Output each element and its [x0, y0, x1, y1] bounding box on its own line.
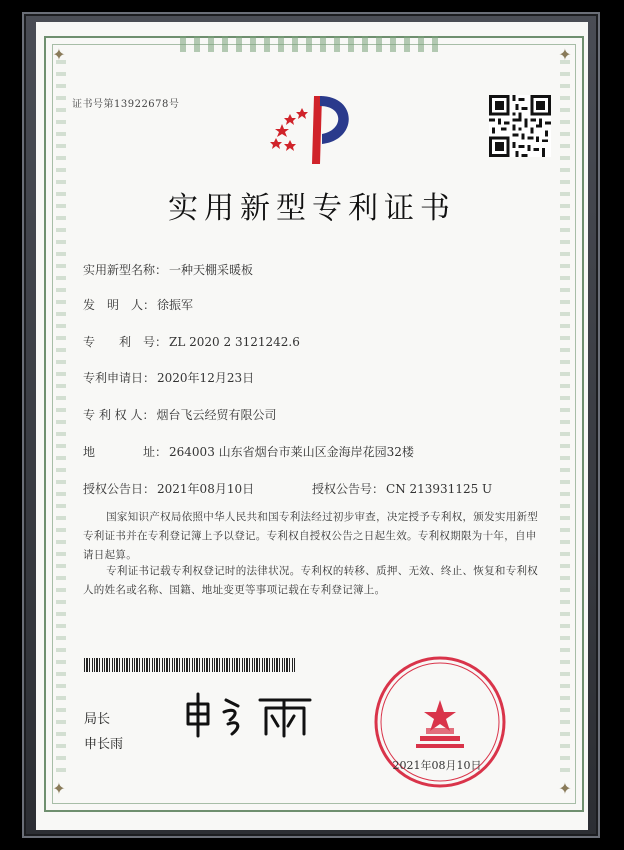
corner-star-icon: ✦: [52, 45, 66, 64]
grant-number-row: [312, 480, 492, 497]
address-row: [83, 443, 414, 460]
field-value: 264003 山东省烟台市莱山区金海岸花园32楼: [169, 445, 414, 459]
field-value: 烟台飞云经贸有限公司: [156, 408, 277, 422]
patentee-row: [83, 406, 276, 423]
qr-code-icon: [489, 95, 551, 157]
legal-status-paragraph: 专利证书记载专利权登记时的法律状况。专利权的转移、质押、无效、终止、恢复和专利权人的姓名或名称、国籍、地址变更等事项记载在专利登记簿上。: [83, 565, 539, 596]
left-floral-ornament: [56, 60, 66, 780]
field-label: 专 利 号：: [83, 335, 168, 349]
corner-star-icon: ✦: [558, 45, 572, 64]
right-floral-ornament: [560, 60, 570, 780]
top-floral-ornament: [180, 36, 440, 52]
field-value: CN 213931125 U: [386, 482, 493, 496]
field-value: 2020年12月23日: [157, 371, 255, 385]
filing-date-row: [83, 369, 254, 386]
inventor-row: [83, 296, 193, 313]
field-label: 授权公告号：: [312, 482, 385, 496]
field-label: 专 利 权 人：: [83, 408, 155, 422]
patent-number-row: [83, 333, 300, 350]
grant-statement-paragraph: 国家知识产权局依照中华人民共和国专利法经过初步审查，决定授予专利权，颁发实用新型专利证书并在专利登记簿上予以登记。专利权自授权公告之日起生效。专利权期限为十年，自申请日起算。: [83, 511, 539, 561]
certificate-number: 证书号第13922678号: [72, 99, 180, 110]
grant-date-row: [83, 480, 254, 497]
barcode-icon: [84, 658, 296, 672]
field-label: 发 明 人：: [83, 298, 156, 312]
certificate-title: 实用新型专利证书: [168, 191, 456, 226]
seal-date: 2021年08月10日: [392, 759, 482, 772]
field-label: 实用新型名称：: [83, 263, 168, 277]
field-label: 授权公告日：: [83, 482, 156, 496]
cnipa-logo-icon: [262, 88, 362, 168]
field-value: 2021年08月10日: [157, 482, 255, 496]
field-value: ZL 2020 2 3121242.6: [169, 335, 300, 349]
handwritten-signature: [180, 690, 320, 740]
field-value: 一种天棚采暖板: [169, 263, 254, 277]
corner-star-icon: ✦: [52, 779, 66, 798]
director-name: 申长雨: [84, 737, 124, 752]
field-value: 徐振军: [157, 298, 194, 312]
corner-star-icon: ✦: [558, 779, 572, 798]
director-title: 局长: [84, 712, 111, 727]
field-label: 地 址：: [83, 445, 168, 459]
field-label: 专利申请日：: [83, 371, 156, 385]
utility-model-name-row: [83, 261, 253, 278]
